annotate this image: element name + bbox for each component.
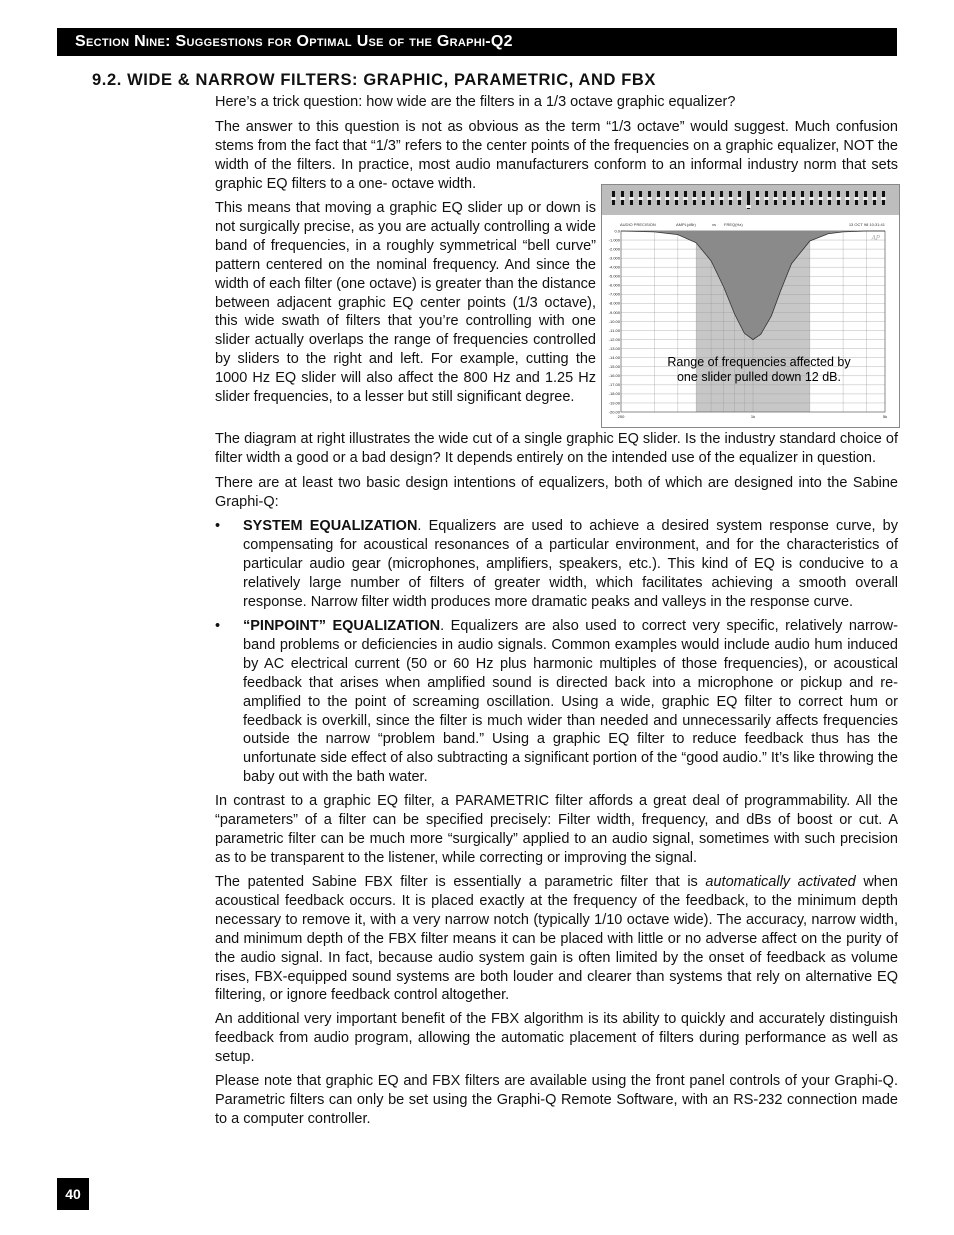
- bullet-system-equalization: [243, 517, 898, 612]
- bullet-symbol: •: [215, 618, 221, 634]
- y-tick-label: -1.000: [608, 237, 620, 243]
- figure-header-xlabel: FREQ(Hz): [724, 222, 743, 227]
- fader-knob: [611, 197, 616, 200]
- y-tick-label: -17.00: [608, 382, 620, 388]
- y-tick-label: -14.00: [608, 355, 620, 360]
- fader-knob: [674, 197, 679, 200]
- y-tick-label: -9.000: [608, 309, 620, 315]
- y-tick-label: -12.00: [608, 336, 620, 342]
- paragraph-answer: The answer to this question is not as obvious as the term “1/3 octave” would suggest. Much confusion stems from the fact that “1/3” refers to the center points of the frequencies on a graphic equalizer, NOT the width of the filters. In practice, most audio manufacturers conform to an informal industry norm that sets graphic EQ filters to a one- octave width.: [215, 119, 898, 192]
- fader-knob: [773, 197, 778, 200]
- figure-caption-line: one slider pulled down 12 dB.: [676, 370, 842, 384]
- y-tick-label: -19.00: [608, 400, 620, 406]
- section-header-bar: [57, 28, 897, 56]
- fader-knob: [692, 197, 697, 200]
- fader-knob: [818, 197, 823, 200]
- y-tick-label: -20.00: [608, 409, 620, 415]
- figure-header-vs: vs: [712, 222, 716, 227]
- fbx-italic-emphasis: automatically activated: [705, 874, 856, 890]
- fader-knob: [629, 197, 634, 200]
- fader-knob: [746, 205, 751, 208]
- y-tick-label: -10.00: [608, 318, 620, 324]
- section-heading: 9.2. WIDE & NARROW FILTERS: GRAPHIC, PARAMETRIC, AND FBX: [92, 71, 657, 89]
- y-tick-label: -13.00: [608, 345, 620, 351]
- paragraph-fbx-benefit: An additional very important benefit of the FBX algorithm is its ability to quickly and accurately distinguish feedback from audio program, allowing the automatic placement of filters during performance as well as setup.: [215, 1011, 898, 1065]
- y-tick-label: -6.000: [608, 282, 620, 288]
- fader-knob: [755, 197, 760, 200]
- figure-header-ylabel: AMPL(dBr): [676, 222, 696, 227]
- paragraph-diagram-note: The diagram at right illustrates the wide cut of a single graphic EQ slider. Is the industry standard choice of filter width a good or a bad design? It depends entirely on the intended use of the equalizer in question.: [215, 431, 898, 466]
- y-tick-label: 0.0: [614, 228, 620, 234]
- eq-response-figure: [601, 184, 900, 428]
- section-header-title: Section Nine: Suggestions for Optimal Use of the Graphi-Q2: [75, 33, 513, 50]
- bullet-term: SYSTEM EQUALIZATION: [243, 518, 418, 534]
- bullet-body: . Equalizers are used to achieve a desired system response curve, by compensating for acoustical resonances of a particular environment, and for the characteristics of particular audio gear (microphones, amplifiers, speakers, etc.). This kind of EQ is conducive to a relatively large number of filters of greater width, which facilitates achieving a smooth overall response. Narrow filter width produces more dramatic peaks and valleys in the response curve.: [243, 518, 898, 610]
- fader-knob: [872, 197, 877, 200]
- fbx-text-end: when acoustical feedback occurs. It is placed exactly at the frequency of the feedback, to the minimum depth necessary to remove it, with a very narrow notch (typically 1/10 octave wide). The accuracy, narrow width, and minimum depth of the FBX filter means it can be placed with little or no adverse affect on the purity of the audio signal. In fact, because audio system gain is often limited by the onset of feedback as volume rises, FBX-equipped sound systems are both louder and clearer than systems that rely on alternative EQ filtering, or ignore feedback control altogether.: [215, 874, 898, 1004]
- fader-knob: [719, 197, 724, 200]
- fader-knob: [728, 197, 733, 200]
- y-tick-label: -5.000: [608, 273, 620, 279]
- y-tick-label: -11.00: [608, 327, 620, 333]
- fader-knob: [737, 197, 742, 200]
- paragraph-availability-note: Please note that graphic EQ and FBX filters are available using the front panel controls of your Graphi-Q. Parametric filters can only be set using the Graphi-Q Remote Software, with an RS-232 connection made to a computer controller.: [215, 1073, 898, 1127]
- fader-knob: [845, 197, 850, 200]
- fbx-text-start: The patented Sabine FBX filter is essentially a parametric filter that is: [215, 874, 706, 890]
- fader-knob: [683, 197, 688, 200]
- fader-knob: [809, 197, 814, 200]
- paragraph-parametric: In contrast to a graphic EQ filter, a PARAMETRIC filter affords a great deal of programmability. All the “parameters” of a filter can be specified precisely: Filter width, frequency, and dBs of boost or cut. A parametric filter can be much more “surgically” applied to an audio signal, sometimes with such precision as to be transparent to the listener, while correcting or improving the signal.: [215, 793, 898, 866]
- fader-knob: [656, 197, 661, 200]
- x-tick-label: 5k: [882, 414, 888, 419]
- eq-response-chart: [602, 185, 899, 427]
- figure-header-left: AUDIO PRECISION: [620, 222, 656, 227]
- fader-knob: [710, 197, 715, 200]
- x-tick-label: 200: [617, 414, 625, 419]
- fader-knob: [647, 197, 652, 200]
- paragraph-fbx: [215, 873, 898, 1005]
- fader-knob: [827, 197, 832, 200]
- y-tick-label: -4.000: [608, 264, 620, 270]
- figure-caption-line: Range of frequencies affected by: [667, 355, 851, 369]
- y-tick-label: -18.00: [608, 391, 620, 397]
- bullet-symbol: •: [215, 518, 221, 534]
- y-tick-label: -2.000: [608, 246, 620, 252]
- x-tick-label: 1k: [750, 414, 756, 419]
- fader-knob: [620, 197, 625, 200]
- fader-knob: [836, 197, 841, 200]
- page-number: 40: [57, 1178, 89, 1210]
- bullet-term: “PINPOINT” EQUALIZATION: [243, 618, 441, 634]
- y-tick-label: -8.000: [608, 300, 620, 306]
- paragraph-slider-explanation: This means that moving a graphic EQ slider up or down is not surgically precise, as you are actually controlling a wide band of frequencies, in a roughly symmetrical “bell curve” pattern centered on the nominal frequency. And since the width of each filter (one octave) is greater than the distance between adjacent graphic EQ center points (1/3 octave), this wide swath of filters that you’re controlling with one slider actually overlaps the range of frequencies controlled by sliders to the right and left. For example, cutting the 1000 Hz EQ slider will also affect the 800 Hz and 1.25 Hz slider frequencies, to a lesser but still significant degree.: [215, 200, 596, 406]
- fader-knob: [800, 197, 805, 200]
- y-tick-label: -3.000: [608, 255, 620, 261]
- figure-header-date: 13 OCT 98 10:31:41: [848, 222, 885, 227]
- y-tick-label: -16.00: [608, 373, 620, 379]
- fader-knob: [764, 197, 769, 200]
- fader-knob: [665, 197, 670, 200]
- paragraph-intro-question: Here’s a trick question: how wide are the filters in a 1/3 octave graphic equalizer?: [215, 94, 736, 110]
- bullet-body: . Equalizers are also used to correct very specific, relatively narrow-band problems or deficiencies in audio signals. Common examples would include audio hum induced by AC electrical current (50 or 60 Hz plus harmonic multiples of those frequencies), or acoustical feedback that arises when amplified sound is directed back into a microphone or pickup and re-amplified to the point of screaming oscillation. Using a wide, graphic EQ filter to correct hum or feedback is overkill, since the filter is much wider than needed and unnecessarily affects frequencies outside the narrow “problem band.” Using a graphic EQ filter to reduce feedback thus has the unfortunate side effect of also subtracting a significant portion of the “good audio.” It’s like throwing the baby out with the bath water.: [243, 618, 898, 786]
- fader-knob: [701, 197, 706, 200]
- fader-knob: [854, 197, 859, 200]
- y-tick-label: -7.000: [608, 291, 620, 297]
- fader-knob: [791, 197, 796, 200]
- bullet-pinpoint-equalization: [243, 617, 898, 787]
- fader-knob: [881, 197, 886, 200]
- fader-knob: [638, 197, 643, 200]
- fader-knob: [782, 197, 787, 200]
- ap-watermark: AP: [871, 234, 880, 242]
- paragraph-design-intentions: There are at least two basic design intentions of equalizers, both of which are designed into the Sabine Graphi-Q:: [215, 475, 898, 510]
- y-tick-label: -15.00: [608, 364, 620, 370]
- fader-knob: [863, 197, 868, 200]
